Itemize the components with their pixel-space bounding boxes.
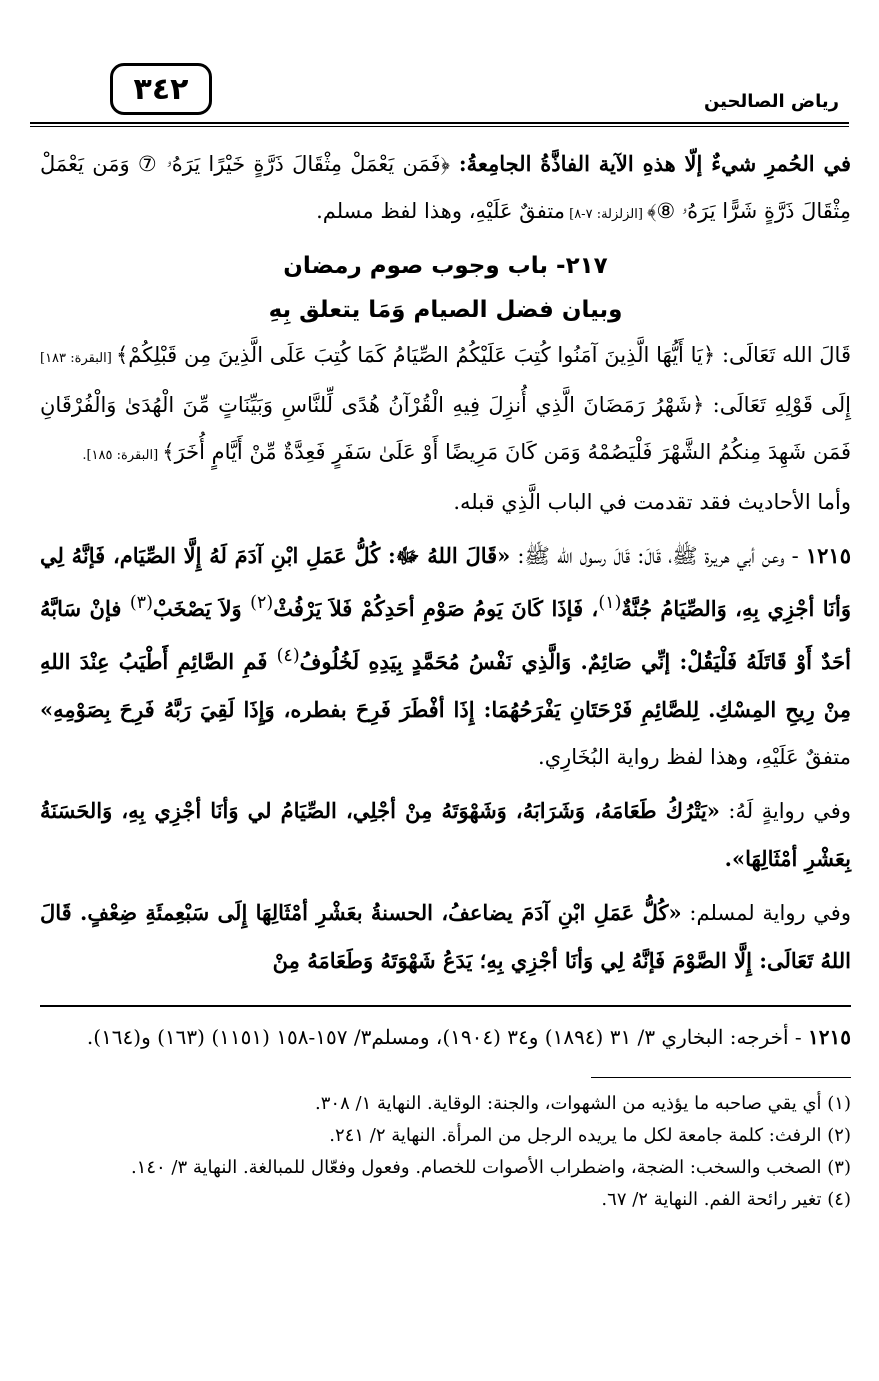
verse-reference: [البقرة: ١٨٣] <box>40 351 116 366</box>
intro-text: في الحُمرِ شيءٌ إلّا هذهِ الآية الفاذَّةُ الجامِعةُ: <box>449 151 851 176</box>
takhrij-separator <box>40 1005 851 1007</box>
page-header <box>30 55 849 127</box>
page-body <box>40 140 851 1216</box>
footnote-number: (١) <box>827 1093 851 1114</box>
hadith-source: متفقٌ عَلَيْهِ، وهذا لفظ رواية البُخَارِي. <box>538 745 851 769</box>
riwaya-matn: «يَتْرُكُ طَعَامَهُ، وَشَرَابَهُ، وَشَهْوَتَهُ مِنْ أجْلِي، الصِّيَامُ لي وَأنَا أجْزِي بِهِ، وَالحَسَنَةُ بِعَشْرِ أمْثَالِهَا». <box>40 798 851 871</box>
footnote-ref: (٣) <box>129 593 153 613</box>
verse-reference: [البقرة: ١٨٥]. <box>82 448 163 463</box>
verse-reference: [الزلزلة: ٧-٨] <box>564 207 648 222</box>
footnote <box>40 1088 851 1120</box>
takhrij-text: - أخرجه: البخاري ٣/ ٣١ (١٨٩٤) و٣٤ (١٩٠٤)، ومسلم٣/ ١٥٧-١٥٨ (١١٥١) (١٦٣) و(١٦٤). <box>86 1025 809 1049</box>
footnote-text: تغير رائحة الفم. النهاية ٢/ ٦٧. <box>601 1189 828 1210</box>
hadith-matn: ، فَإذَا كَانَ يَومُ صَوْمِ أحَدِكُمْ فَلاَ يَرْفُثْ <box>273 596 599 621</box>
quran-verse: ﴿شَهْرُ رَمَضَانَ الَّذِي أُنزِلَ فِيهِ الْقُرْآنُ هُدًى لِّلنَّاسِ وَبَيِّنَاتٍ مِّنَ الْهُدَىٰ وَالْفُرْقَانِ فَمَن شَهِدَ مِنكُمُ الشَّهْرَ فَلْيَصُمْهُ وَمَن كَانَ مَرِيضًا أَوْ عَلَىٰ سَفَرٍ فَعِدَّةٌ مِّنْ أَيَّامٍ أُخَرَ﴾ <box>40 393 851 464</box>
page-number: ٣٤٢ <box>110 63 212 115</box>
footnote-text: أي يقي صاحبه ما يؤذيه من الشهوات، والجنة: الوقاية. النهاية ١/ ٣٠٨. <box>315 1093 828 1114</box>
footnote <box>40 1120 851 1152</box>
footnote-number: (٣) <box>827 1157 851 1178</box>
hadith-number: ١٢١٥ <box>805 543 851 568</box>
header-rule-thin <box>30 126 849 127</box>
chapter-title: ٢١٧- باب وجوب صوم رمضان <box>283 253 608 279</box>
quran-verse: ﴿فَمَن يَعْمَلْ مِثْقَالَ ذَرَّةٍ خَيْرًا يَرَهُۥ ⑦ وَمَن يَعْمَلْ مِثْقَالَ ذَرَّةٍ شَرًّا يَرَهُۥ ⑧﴾ <box>40 152 851 223</box>
book-title: رياض الصالحين <box>703 91 839 112</box>
riwaya-intro: وفي رواية لمسلم: <box>681 901 851 925</box>
footnote-ref: (٢) <box>250 593 274 613</box>
riwaya-paragraph <box>40 787 851 883</box>
riwaya-intro: وفي روايةٍ لَهُ: <box>719 799 851 823</box>
riwaya-muslim-paragraph <box>40 889 851 985</box>
footnote <box>40 1152 851 1184</box>
footnote-text: الرفث: كلمة جامعة لكل ما يريده الرجل من المرأة. النهاية ٢/ ٢٤١. <box>329 1125 828 1146</box>
footnote-text: الصخب والسخب: الضجة، واضطراب الأصوات للخصام. وفعول وفعّال للمبالغة. النهاية ٣/ ١٤٠. <box>130 1157 828 1178</box>
footnote-number: (٢) <box>827 1125 851 1146</box>
chapter-subtitle: وبيان فضل الصيام وَمَا يتعلق بِهِ <box>268 297 623 323</box>
verses-paragraph <box>40 332 851 479</box>
para-text: إِلَى قَوْلِهِ تَعَالَى: <box>704 393 851 417</box>
intro-text-end: متفقٌ عَلَيْهِ، وهذا لفظ مسلم. <box>316 199 565 223</box>
takhrij-note <box>40 1017 851 1057</box>
footnote-number: (٤) <box>827 1189 851 1210</box>
quran-verse: ﴿يَا أَيُّهَا الَّذِينَ آمَنُوا كُتِبَ عَلَيْكُمُ الصِّيَامُ كَمَا كُتِبَ عَلَى الَّذِينَ مِن قَبْلِكُمْ﴾ <box>115 343 716 367</box>
hadith-matn: وَلاَ يَصْخَبْ <box>152 596 251 621</box>
footnote-ref: (١) <box>598 593 622 613</box>
intro-paragraph <box>40 140 851 238</box>
header-rule <box>30 122 849 124</box>
footnote <box>40 1184 851 1216</box>
hadith-matn: فَمِ الصَّائِمِ أَطْيَبُ عِنْدَ اللهِ مِنْ رِيحِ المِسْكِ. لِلصَّائِمِ فَرْحَتَانِ يَفْرَحُهُمَا: إِذَا أفْطَرَ فَرِحَ بفطره، وَإِذَا لَقِيَ رَبَّهُ فَرِحَ بِصَوْمِهِ» <box>40 649 851 722</box>
para-text: قَالَ الله تَعَالَى: <box>715 343 851 367</box>
hadith-matn: فإنْ سَابَّهُ أحَدٌ أَوْ قَاتَلَهُ فَلْيَقُلْ: إنِّي صَائِمٌ. وَالَّذِي نَفْسُ مُحَمَّدٍ بِيَدِهِ لَخُلُوفُ <box>40 596 851 674</box>
hadith-isnad: - وعن أبي هريرة ﷺ، قَالَ: قَالَ رسول الله ﷺ: <box>510 544 806 568</box>
takhrij-number: ١٢١٥ <box>808 1025 851 1049</box>
hadith-note: وأما الأحاديث فقد تقدمت في الباب الَّذِي قبله. <box>453 490 851 514</box>
footnote-ref: (٤) <box>276 646 300 666</box>
hadith-paragraph <box>40 532 851 781</box>
hadith-matn: «قَالَ اللهُ ﷻ: كُلُّ عَمَلِ ابْنِ آدَمَ لَهُ إِلَّا الصِّيَام، فَإنَّهُ لِي وَأنَا أجْزِي بِهِ، وَالصِّيَامُ جُنَّةٌ <box>40 543 851 621</box>
riwaya-matn: «كُلُّ عَمَلِ ابْنِ آدَمَ يضاعفُ، الحسنةُ بعَشْرِ أمْثَالِهَا إِلَى سَبْعِمئَةِ ضِعْفٍ. قَالَ اللهُ تَعَالَى: إِلَّا الصَّوْمَ فَإنَّهُ لِي وَأنَا أجْزِي بِهِ؛ يَدَعُ شَهْوَتَهُ وَطَعَامَهُ مِنْ <box>40 900 851 973</box>
footnote-separator <box>591 1077 851 1078</box>
